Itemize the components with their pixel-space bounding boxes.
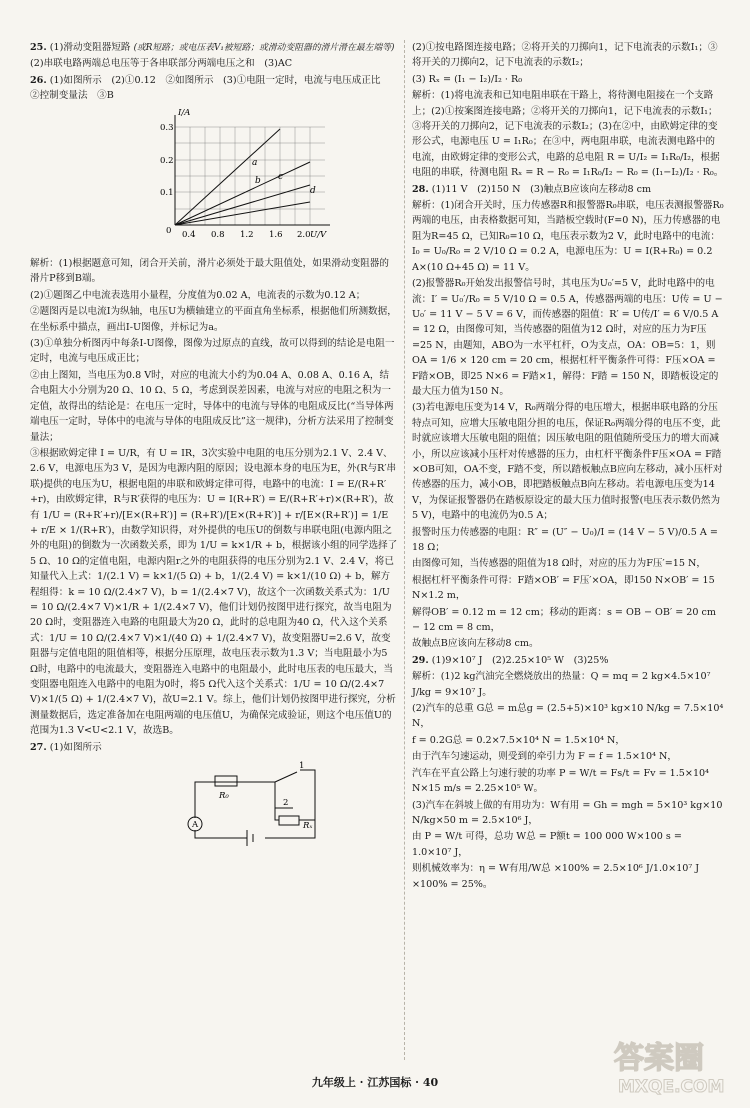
q25-number: 25. <box>30 42 47 53</box>
line-label-b: b <box>255 175 261 186</box>
rx-label: Rₓ <box>303 821 313 832</box>
q26-block <box>30 73 398 104</box>
switch-pos-2: 2 <box>283 798 289 809</box>
x-tick-4: 2.0 <box>297 229 311 240</box>
q26-analysis-2: ②题图丙是以电流I为纵轴，电压U为横轴建立的平面直角坐标系，根据他们所测数据，在坐标系中描点，画出I-U图像，并标记为a。 <box>30 306 397 333</box>
q27-block <box>30 740 398 755</box>
y-tick-2: 0.3 <box>160 122 174 133</box>
line-label-d: d <box>310 185 316 196</box>
watermark-line1: 答案圈 <box>614 1041 704 1076</box>
line-b <box>175 162 310 225</box>
ammeter-label: A <box>192 820 199 831</box>
q27-cont-1: (3) Rₓ = (I₁ − I₂)/I₂ · R₀ <box>412 73 523 85</box>
q29-para-3: f = 0.2G总 = 0.2×7.5×10⁴ N = 1.5×10⁴ N， <box>412 734 625 746</box>
q27-cont-0: (2)①按电路图连接电路；②将开关的刀掷向1，记下电流表的示数I₁；③将开关的刀掷向2，记下电流表的示数I₂； <box>412 42 718 69</box>
watermark-logo <box>610 1036 730 1098</box>
y-tick-0: 0.1 <box>160 187 174 198</box>
q29-para-1: 解析：(1)2 kg汽油完全燃烧放出的热量：Q = mq = 2 kg×4.5×10⁷ J/kg = 9×10⁷ J。 <box>412 671 711 698</box>
left-column <box>30 40 398 857</box>
line-label-a: a <box>252 157 258 168</box>
x-tick-0: 0.4 <box>182 229 196 240</box>
q27-number: 27. <box>30 741 47 753</box>
q29-para-6: (3)汽车在斜坡上做的有用功为：W有用 = Gh = mgh = 5×10³ kg×10 N/kg×50 m = 2.5×10⁶ J， <box>412 799 723 826</box>
x-axis-label: U/V <box>310 229 327 240</box>
q29-para-2: (2)汽车的总重 G总 = m总g = (2.5+5)×10³ kg×10 N/kg = 7.5×10⁴ N， <box>412 703 724 730</box>
rx-resistor <box>279 816 299 825</box>
q29-para-8: 则机械效率为：η = W有用/W总 ×100% = 2.5×10⁶ J/1.0×10⁷ J ×100% = 25%。 <box>412 863 700 890</box>
q26-number: 26. <box>30 74 47 86</box>
q25-block <box>30 40 398 72</box>
q26-analysis-1: (2)①题图乙中电流表选用小量程，分度值为0.02 A，电流表的示数为0.12 A； <box>30 289 366 301</box>
q25-note: (或R短路；或电压表V₁被短路；或滑动变阻器的滑片滑在最左端等) <box>133 43 395 53</box>
q28-para-3: (3)若电源电压变为14 V，R₀两端分得的电压增大，根据串联电路的分压特点可知，应增大压敏电阻分担的电压，保证R₀两端分得的电压不变，此时就应该增大压敏电阻的阻值；因压敏电阻的阻值随所受压力的增大而减小，所以应该减小压杆对传感器的压力，由杠杆平衡条件F压×OA = F踏×OB可知，OA不变，F踏不变，所以踏板触点B应向左移动，减小压杆对传感器的压力，减小OB，即把踏板触点B向左移动。若电源电压变为14 V，为保证报警器仍在踏板原设定的最大压力值时报警(电压表示数仍然为5 V)，电路中的电流仍为0.5 A； <box>412 402 723 522</box>
q26-analysis-3: (3)①单独分析图丙中每条I-U图像，图像为过原点的直线，故可以得到的结论是电阻一定时，电流与电压成正比； <box>30 338 395 365</box>
line-a <box>175 129 280 225</box>
q28-para-8: 故触点B应该向左移动8 cm。 <box>412 638 539 650</box>
q28-number: 28. <box>412 183 429 195</box>
iu-graph-figure <box>160 107 340 247</box>
q28-para-1: 解析：(1)闭合开关时，压力传感器R和报警器R₀串联，电压表测报警器R₀两端的电压，由表格数据可知，当踏板空载时(F=0 N)，压力传感器的电阻为R=45 Ω，已知R₀=10 Ω，电压表示数为2 V，此时电路中的电流：I₀ = U₀/R₀ = 2 V/10 Ω = 0.2 A，电源电压为：U = I(R+R₀) = 0.2 A×(10 Ω+45 Ω) = 11 V。 <box>412 200 724 273</box>
q28-para-2: (2)报警器R₀开始发出报警信号时，其电压为U₀′=5 V，此时电路中的电流：I′ = U₀′/R₀ = 5 V/10 Ω = 0.5 A，传感器两端的电压：U传 = U − U₀′ = 11 V − 5 V = 6 V，而传感器的阻值：R′ = U传/I′ = 6 V/0.5 A = 12 Ω，由图像可知，当传感器的阻值为12 Ω时，对应的压力为F压=25 N，由题知，ABO为一水平杠杆，O为支点，OA：OB=5：1，则 OA = 1/6 × 120 cm = 20 cm，根据杠杆平衡条件可得：F压×OA = F踏×OB，即25 N×6 = F踏×1，解得：F踏 = 150 N，即踏板设定的最大压力值为150 N。 <box>412 278 723 397</box>
r0-label: R₀ <box>219 791 229 802</box>
q25-line1: (1)滑动变阻器短路 <box>49 42 131 53</box>
q28-para-7: 解得OB′ = 0.12 m = 12 cm；移动的距离：s = OB − OB′ = 20 cm − 12 cm = 8 cm， <box>412 606 717 634</box>
q29-para-4: 由于汽车匀速运动，则受到的牵引力为 F = f = 1.5×10⁴ N， <box>412 751 678 763</box>
page-footer: 九年级上 · 江苏国标 · 40 <box>311 1076 439 1089</box>
q26-analysis-5: ③根据欧姆定律 I = U/R，有 U = IR，3次实验中电阻的电压分别为2.1 V、2.4 V、2.6 V，电源电压为3 V，是因为电源内阻的原因；设电源本身的电压为E，外(R与R′串联)提供的电压为U，根据电阻的串联和欧姆定律可得，电路中的电流：I = E/(R+R′+r)，由欧姆定律，R与R′获得的电压为：U = I(R+R′) = E/(R+R′+r)×(R+R′)，故有 1/U = (R+R′+r)/[E×(R+R′)] = (R+R′)/[E×(R+R′)] + r/[E×(R+R′)] = 1/E + r/E × 1/(R+R′)，由数学知识得，对外提供的电压U的倒数与串联电阻(电源内阻之外的电阻)的倒数为一次函数关系，即为 1/U = k×1/R + b，根据该小组的同学选择了5 Ω、10 Ω的定值电阻，电源内阻r之外的电阻获得的电压分别为2.1 V、2.4 V，将已知量代入上式：1/(2.1 V) = k×1/(5 Ω) + b，1/(2.4 V) = k×1/(10 Ω) + b，解方程组得：k = 10 Ω/(2.4×7 V)，b = 1/(2.4×7 V)，故这个一次函数关系式为：1/U = 10 Ω/(2.4×7 V)×1/R + 1/(2.4×7 V)，他们计划仍按图甲进行探究，故当电阻为20 Ω时，变阻器连入电路的电阻最大为20 Ω，此时的总电阻为40 Ω，代入这个关系式：1/U = 10 Ω/(2.4×7 V)×1/(40 Ω) + 1/(2.4×7 V)，故变阻器U=2.6 V，故变阻器与定值电阻的阻值相等，根据分压原理，故电压表示数为1.3 V；当电阻最小为5 Ω时，电路中的电流最大，变阻器连入电路中的电阻最小，此时电压表的电压最大，当变阻器电阻连入电路中的电阻为0时，将5 Ω代入这个关系式：1/U = 10 Ω/(2.4×7 V)×1/(5 Ω) + 1/(2.4×7 V)，故U=2.1 V。综上，他们计划仍按图甲进行探究，分析测量数据后，选定准备加在电阻两端的电压值U，为确保完成验证，则这个电压值U的范围为1.3 V<U<2.1 V，故选B。 <box>30 447 398 737</box>
q26-answer: (1)如图所示 (2)①0.12 ②如图所示 (3)①电阻一定时，电流与电压成正比 ②控制变量法 ③B <box>30 74 391 102</box>
r0-resistor <box>215 776 237 786</box>
x-tick-3: 1.6 <box>269 229 283 240</box>
q29-para-7: 由 P = W/t 可得，总功 W总 = P额t = 100 000 W×100 s = 1.0×10⁷ J， <box>412 831 682 858</box>
q26-analysis-4: ②由上图知，当电压为0.8 V时，对应的电流大小约为0.04 A、0.08 A、0.16 A，结合电阻大小分别为20 Ω、10 Ω、5 Ω，考虑到误差因素，电流与对应的电阻之积为一定值，故得出的结论是：在电压一定时，导体中的电流与导体的电阻成反比(“当导体两端电压一定时，导体中的电流与导体的电阻成反比”这一规律)，分析方法采用了控制变量法； <box>30 369 394 443</box>
switch-pos-1: 1 <box>299 761 305 772</box>
q29-para-0: (1)9×10⁷ J (2)2.25×10⁵ W (3)25% <box>431 654 609 666</box>
q25-line2: (2)串联电路两端总电压等于各串联部分两端电压之和 (3)AC <box>30 58 293 70</box>
line-label-c: c <box>278 171 284 182</box>
q28-para-5: 由图像可知，当传感器的阻值为18 Ω时，对应的压力为F压′=15 N， <box>412 558 706 570</box>
q26-analysis-0: 解析：(1)根据题意可知，闭合开关前，滑片必须处于最大阻值处，如果滑动变阻器的滑片P移到B端。 <box>30 258 389 285</box>
right-column <box>412 40 724 893</box>
x-tick-1: 0.8 <box>211 229 225 240</box>
graph-grid <box>175 127 325 225</box>
q29-para-5: 汽车在平直公路上匀速行驶的功率 P = W/t = Fs/t = Fv = 1.5×10⁴ N×15 m/s = 2.25×10⁵ W。 <box>412 767 710 795</box>
graph-lines <box>175 129 310 225</box>
q28-para-4: 报警时压力传感器的电阻：R″ = (U″ − U₀)/I = (14 V − 5 V)/0.5 A = 18 Ω； <box>412 526 718 553</box>
q27-cont-2: 解析：(1)将电流表和已知电阻串联在干路上，将待测电阻接在一个支路上；(2)①按案图连接电路；②将开关的刀掷向1，记下电流表的示数I₁；③将开关的刀掷向2，记下电流表的示数I₂；(3)在②中，由欧姆定律的变形公式，电源电压 U = I₁R₀；在③中，两电阻串联，电流表测电路中的电流，由欧姆定律的变形公式，电路的总电阻 R = U/I₂ = I₁R₀/I₂，根据电阻的串联，待测电阻 Rₓ = R − R₀ = I₁R₀/I₂ − R₀ = (I₁−I₂)/I₂ · R₀。 <box>412 90 724 179</box>
graph-axes <box>175 115 330 225</box>
y-tick-1: 0.2 <box>160 155 174 166</box>
q28-block <box>412 182 724 197</box>
q29-block <box>412 653 724 668</box>
q28-para-0: (1)11 V (2)150 N (3)触点B应该向左移动8 cm <box>431 183 652 195</box>
q28-para-6: 根据杠杆平衡条件可得：F踏×OB′ = F压′×OA，即150 N×OB′ = 15 N×1.2 m， <box>412 574 715 602</box>
y-axis-label: I/A <box>178 107 191 118</box>
circuit-diagram <box>175 760 335 852</box>
column-divider <box>404 40 405 1060</box>
x-tick-2: 1.2 <box>240 229 254 240</box>
q27-answer: (1)如图所示 <box>49 741 102 753</box>
origin-label: 0 <box>166 225 172 236</box>
q29-number: 29. <box>412 654 429 666</box>
watermark-line2: MXQE.COM <box>618 1077 725 1097</box>
